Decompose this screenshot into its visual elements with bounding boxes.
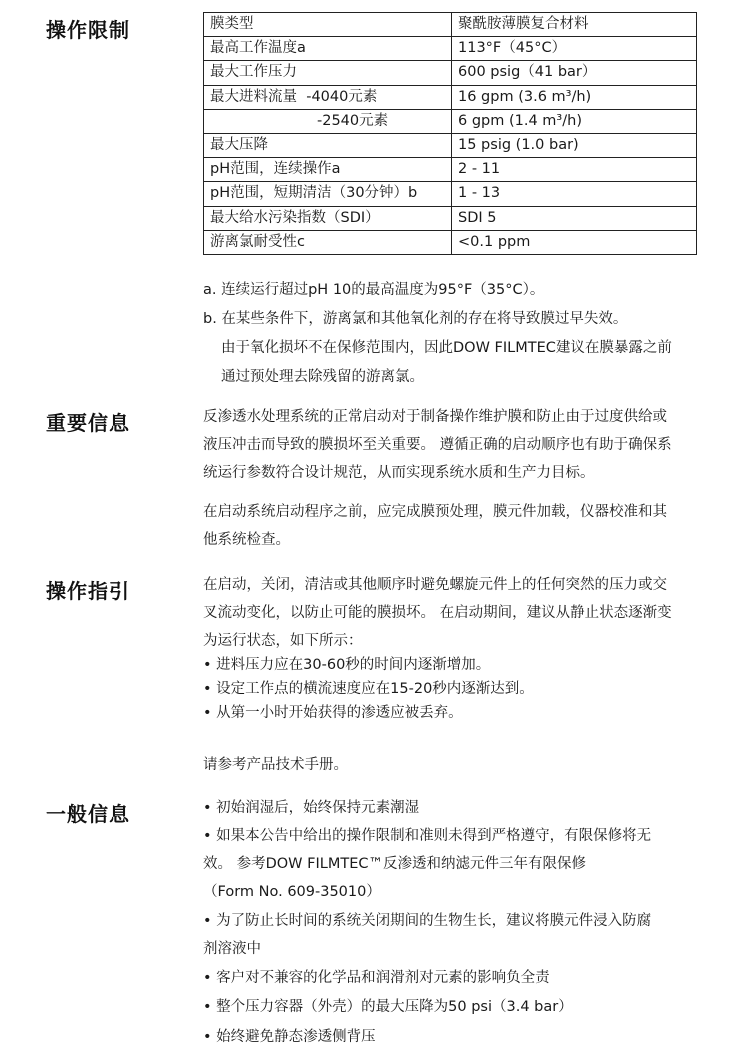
table-row	[204, 206, 697, 230]
text-line: 在启动，关闭，清洁或其他顺序时避免螺旋元件上的任何突然的压力或交	[203, 577, 667, 593]
text-line: （Form No. 609-35010）	[203, 884, 381, 900]
table-row	[204, 133, 697, 157]
important-paragraph-2	[203, 500, 733, 552]
footnote-a: a. 连续运行超过pH 10的最高温度为95°F（35°C）。	[203, 282, 545, 298]
limits-table	[203, 12, 697, 255]
table-row	[204, 37, 697, 61]
table-cell: 最大给水污染指数（SDI）	[204, 206, 452, 230]
table-cell: 最高工作温度a	[204, 37, 452, 61]
text-line: 为运行状态，如下所示：	[203, 633, 363, 649]
table-cell: 2 - 11	[452, 158, 697, 182]
table-cell: 聚酰胺薄膜复合材料	[452, 13, 697, 37]
list-item: • 初始润湿后，始终保持元素潮湿	[203, 800, 420, 816]
table-cell: 最大进料流量 -4040元素	[204, 85, 452, 109]
section-title-limits: 操作限制	[46, 18, 130, 42]
guide-paragraph	[203, 573, 733, 725]
table-cell: 最大工作压力	[204, 61, 452, 85]
table-row	[204, 13, 697, 37]
text-line: 统运行参数符合设计规范，从而实现系统水质和生产力目标。	[203, 465, 595, 481]
text-line: 剂溶液中	[203, 941, 261, 957]
text-line: 液压冲击而导致的膜损坏至关重要。 遵循正确的启动顺序也有助于确保系	[203, 437, 672, 453]
table-row	[204, 109, 697, 133]
table-cell: 6 gpm (1.4 m³/h)	[452, 109, 697, 133]
section-title-general: 一般信息	[46, 802, 130, 826]
table-cell: pH范围，连续操作a	[204, 158, 452, 182]
table-cell: pH范围，短期清洁（30分钟）b	[204, 182, 452, 206]
table-cell: 游离氯耐受性c	[204, 230, 452, 254]
section-title-important: 重要信息	[46, 411, 130, 435]
text-line: 反渗透水处理系统的正常启动对于制备操作维护膜和防止由于过度供给或	[203, 409, 667, 425]
important-paragraph-1	[203, 405, 733, 485]
guide-reference	[203, 753, 733, 777]
table-cell: <0.1 ppm	[452, 230, 697, 254]
table-cell: -2540元素	[204, 109, 452, 133]
list-item: • 如果本公告中给出的操作限制和准则未得到严格遵守，有限保修将无	[203, 828, 652, 844]
list-item: • 进料压力应在30-60秒的时间内逐渐增加。	[203, 657, 491, 673]
list-item: • 始终避免静态渗透侧背压	[203, 1029, 376, 1045]
table-row	[204, 230, 697, 254]
general-list	[203, 796, 733, 1049]
table-cell: 膜类型	[204, 13, 452, 37]
section-title-guide: 操作指引	[46, 579, 130, 603]
text-line: 请参考产品技术手册。	[203, 757, 348, 773]
list-item: • 为了防止长时间的系统关闭期间的生物生长，建议将膜元件浸入防腐	[203, 913, 652, 929]
table-row	[204, 61, 697, 85]
table-cell: 最大压降	[204, 133, 452, 157]
list-item: • 从第一小时开始获得的渗透应被丢弃。	[203, 705, 463, 721]
table-cell: 113°F（45°C）	[452, 37, 697, 61]
table-cell: 16 gpm (3.6 m³/h)	[452, 85, 697, 109]
table-cell: 600 psig（41 bar）	[452, 61, 697, 85]
table-row	[204, 182, 697, 206]
text-line: 在启动系统启动程序之前，应完成膜预处理，膜元件加载，仪器校准和其	[203, 504, 667, 520]
table-row	[204, 85, 697, 109]
footnote-b-cont: 通过预处理去除残留的游离氯。	[221, 369, 424, 385]
text-line: 叉流动变化，以防止可能的膜损坏。 在启动期间，建议从静止状态逐渐变	[203, 605, 672, 621]
list-item: • 设定工作点的横流速度应在15-20秒内逐渐达到。	[203, 681, 534, 697]
text-line: 他系统检查。	[203, 532, 290, 548]
text-line: 效。 参考DOW FILMTEC™反渗透和纳滤元件三年有限保修	[203, 856, 586, 872]
list-item: • 整个压力容器（外壳）的最大压降为50 psi（3.4 bar）	[203, 999, 573, 1015]
footnote-b-cont: 由于氧化损坏不在保修范围内，因此DOW FILMTEC建议在膜暴露之前	[221, 340, 672, 356]
table-cell: SDI 5	[452, 206, 697, 230]
list-item: • 客户对不兼容的化学品和润滑剂对元素的影响负全责	[203, 970, 550, 986]
footnote-b: b. 在某些条件下，游离氯和其他氧化剂的存在将导致膜过早失效。	[203, 311, 628, 327]
table-footnotes	[203, 278, 733, 389]
table-row	[204, 158, 697, 182]
table-cell: 15 psig (1.0 bar)	[452, 133, 697, 157]
table-cell: 1 - 13	[452, 182, 697, 206]
